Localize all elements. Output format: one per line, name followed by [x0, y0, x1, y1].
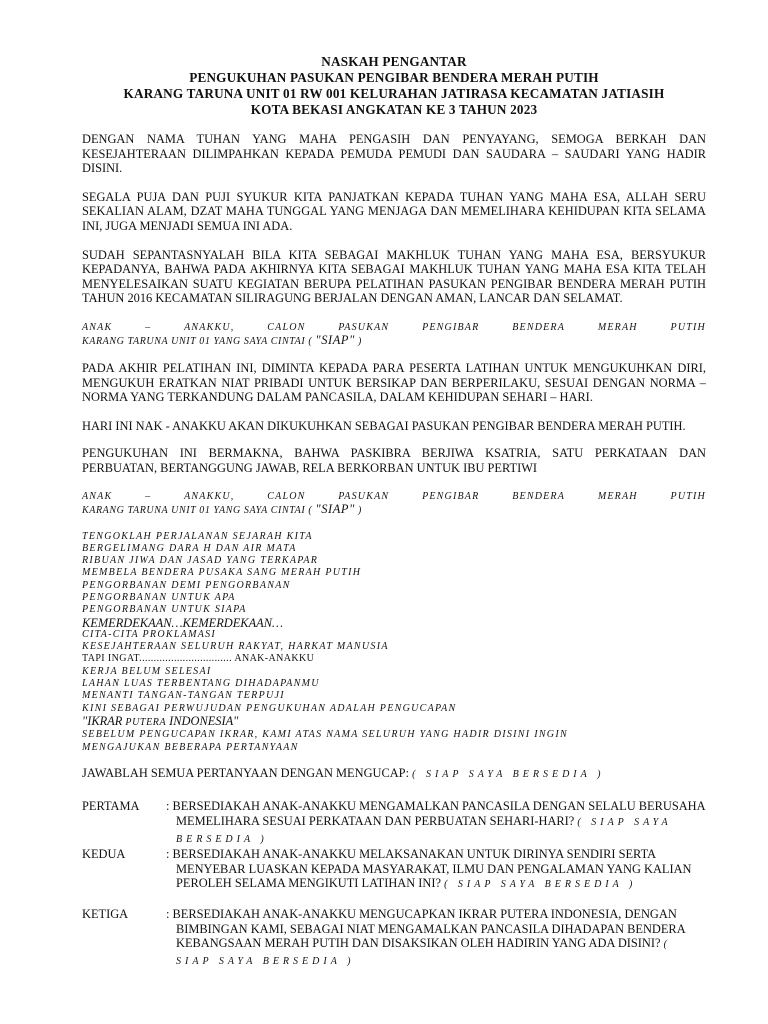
paragraph-4: PADA AKHIR PELATIHAN INI, DIMINTA KEPADA PARA PESERTA LATIHAN UNTUK MENGUKUHKAN DIRI, MENGUKUH ERATKAN NIAT PRIBADI UNTUK BERSIKAP DAN BERPERILAKU, SESUAI DENGAN NORMA – NORMA YANG TERKANDUNG DALAM PANCASILA, DALAM KEHIDUPAN SEHARI – HARI. [82, 360, 706, 405]
header-line-1: NASKAH PENGANTAR [321, 54, 467, 69]
document-page [82, 54, 706, 969]
jawab-line: JAWABLAH SEMUA PERTANYAAN DENGAN MENGUCAP: ( SIAP SAYA BERSEDIA ) [82, 765, 605, 780]
paragraph-2: SEGALA PUJA DAN PUJI SYUKUR KITA PANJATKAN KEPADA TUHAN YANG MAHA ESA, ALLAH SERU SEKALIAN ALAM, DZAT MAHA TUNGGAL YANG MENJAGA DAN MEMELIHARA KEHIDUPAN KITA SELAMA INI, JUGA MENJADI SEMUA INI ADA. [82, 189, 706, 233]
siap-response: ( SIAP SAYA BERSEDIA ) [412, 768, 605, 780]
poem-block [82, 531, 706, 754]
poem-line: PENGORBANAN UNTUK SIAPA [82, 604, 247, 616]
call-word: BENDERA [512, 321, 566, 333]
ikrar-line: "IKRAR PUTERA INDONESIA" [82, 713, 239, 728]
header-line-2: PENGUKUHAN PASUKAN PENGIBAR BENDERA MERAH PUTIH [189, 70, 599, 85]
call-word: PASUKAN [338, 321, 390, 333]
question-1 [82, 799, 706, 847]
question-text: : BERSEDIAKAH ANAK-ANAKKU MENGUCAPKAN IKRAR PUTERA INDONESIA, DENGAN BIMBINGAN KAMI, SEBAGAI NIAT MENGAMALKAN PANCASILA DIHADAPAN BENDERA KEBANGSAAN MERAH PUTIH DAN DISAKSIKAN OLEH HADIRIN YANG ADA DISINI? ( SIAP SAYA BERSEDIA ) [166, 907, 685, 967]
poem-line: MENANTI TANGAN-TANGAN TERPUJI [82, 690, 285, 702]
question-label: PERTAMA [82, 799, 140, 814]
paragraph-6: PENGUKUHAN INI BERMAKNA, BAHWA PASKIBRA BERJIWA KSATRIA, SATU PERKATAAN DAN PERBUATAN, BERTANGGUNG JAWAB, RELA BERKORBAN UNTUK IBU PERTIWI [82, 446, 706, 475]
call-word: MERAH [597, 321, 638, 333]
poem-line: CITA-CITA PROKLAMASI [82, 628, 217, 640]
siap-response: "SIAP" [315, 332, 355, 347]
poem-line: LAHAN LUAS TERBENTANG DIHADAPANMU [82, 678, 320, 690]
poem-line: TENGOKLAH PERJALANAN SEJARAH KITA [82, 530, 313, 542]
call-word: CALON [267, 490, 306, 502]
call-word: PENGIBAR [422, 490, 480, 502]
call-word: ANAK [82, 321, 113, 333]
poem-line: KERJA BELUM SELESAI [82, 665, 212, 677]
call-word: – [145, 490, 152, 502]
paragraph-1: DENGAN NAMA TUHAN YANG MAHA PENGASIH DAN PENYAYANG, SEMOGA BERKAH DAN KESEJAHTERAAN DILIMPAHKAN KEPADA PEMUDA PEMUDI DAN SAUDARA – SAUDARI YANG HADIR DISINI. [82, 132, 706, 176]
paragraph-3: SUDAH SEPANTASNYALAH BILA KITA SEBAGAI MAKHLUK TUHAN YANG MAHA ESA, BERSYUKUR KEPADANYA, BAHWA PADA AKHIRNYA KITA SEBAGAI MAKHLUK TUHAN YANG MAHA ESA KITA TELAH MENYELESAIKAN SUATU KEGIATAN BERUPA PELATIHAN PASUKAN PENGIBAR BENDERA MERAH PUTIH TAHUN 2016 KECAMATAN SILIRAGUNG BERJALAN DENGAN AMAN, LANCAR DAN SELAMAT. [82, 247, 706, 306]
question-2 [82, 847, 706, 893]
call-line [82, 321, 706, 334]
call-line-2: KARANG TARUNA UNIT 01 YANG SAYA CINTAI ( "SIAP" ) [82, 501, 362, 516]
call-block-1 [82, 321, 706, 348]
question-3 [82, 907, 706, 969]
siap-response: ( SIAP SAYA BERSEDIA ) [176, 939, 671, 967]
tapi-ingat-line: TAPI INGAT................................ ANAK-ANAKKU [82, 653, 315, 665]
call-word: PUTIH [670, 490, 706, 502]
siap-response: ( SIAP SAYA BERSEDIA ) [176, 817, 672, 845]
call-word: ANAKKU, [184, 321, 235, 333]
call-word: PASUKAN [338, 490, 390, 502]
poem-line: MENGAJUKAN BEBERAPA PERTANYAAN [82, 741, 299, 753]
call-word: ANAK [82, 490, 113, 502]
paragraph-5: HARI INI NAK - ANAKKU AKAN DIKUKUHKAN SEBAGAI PASUKAN PENGIBAR BENDERA MERAH PUTIH. [82, 418, 686, 433]
question-label: KETIGA [82, 907, 129, 921]
poem-line: PENGORBANAN UNTUK APA [82, 591, 236, 603]
call-line [82, 490, 706, 503]
document-header [82, 54, 706, 118]
question-label: KEDUA [82, 847, 126, 862]
call-word: – [145, 321, 152, 333]
question-text: : BERSEDIAKAH ANAK-ANAKKU MENGAMALKAN PANCASILA DENGAN SELALU BERUSAHA MEMELIHARA SESUAI PERKATAAN DAN PERBUATAN SEHARI-HARI? ( SIAP SAYA BERSEDIA ) [166, 799, 705, 845]
call-word: CALON [267, 321, 306, 333]
call-word: BENDERA [512, 490, 566, 502]
call-word: MERAH [597, 490, 638, 502]
call-block-2 [82, 490, 706, 517]
call-word: ANAKKU, [184, 490, 235, 502]
poem-line: KESEJAHTERAAN SELURUH RAKYAT, HARKAT MANUSIA [82, 641, 389, 653]
header-line-3: KARANG TARUNA UNIT 01 RW 001 KELURAHAN JATIRASA KECAMATAN JATIASIH [123, 86, 665, 101]
header-line-4: KOTA BEKASI ANGKATAN KE 3 TAHUN 2023 [250, 102, 538, 117]
siap-response: "SIAP" [315, 501, 355, 516]
poem-line: KINI SEBAGAI PERWUJUDAN PENGUKUHAN ADALAH PENGUCAPAN [82, 702, 457, 714]
poem-line: SEBELUM PENGUCAPAN IKRAR, KAMI ATAS NAMA SELURUH YANG HADIR DISINI INGIN [82, 729, 568, 741]
kemerdekaan-line: KEMERDEKAAN…KEMERDEKAAN… [82, 615, 283, 630]
poem-line: RIBUAN JIWA DAN JASAD YANG TERKAPAR [82, 555, 319, 567]
siap-response: ( SIAP SAYA BERSEDIA ) [444, 879, 637, 891]
call-word: PENGIBAR [422, 321, 480, 333]
call-word: PUTIH [670, 321, 706, 333]
poem-line: BERGELIMANG DARA H DAN AIR MATA [82, 542, 297, 554]
poem-line: PENGORBANAN DEMI PENGORBANAN [82, 579, 291, 591]
question-text: : BERSEDIAKAH ANAK-ANAKKU MELAKSANAKAN UNTUK DIRINYA SENDIRI SERTA MENYEBAR LUASKAN KEPADA MASYARAKAT, ILMU DAN PENGALAMAN YANG KALIAN PEROLEH SELAMA MENGIKUTI LATIHAN INI? ( SIAP SAYA BERSEDIA ) [166, 847, 692, 891]
poem-line: MEMBELA BENDERA PUSAKA SANG MERAH PUTIH [82, 567, 362, 579]
call-line-2: KARANG TARUNA UNIT 01 YANG SAYA CINTAI ( "SIAP" ) [82, 332, 362, 347]
